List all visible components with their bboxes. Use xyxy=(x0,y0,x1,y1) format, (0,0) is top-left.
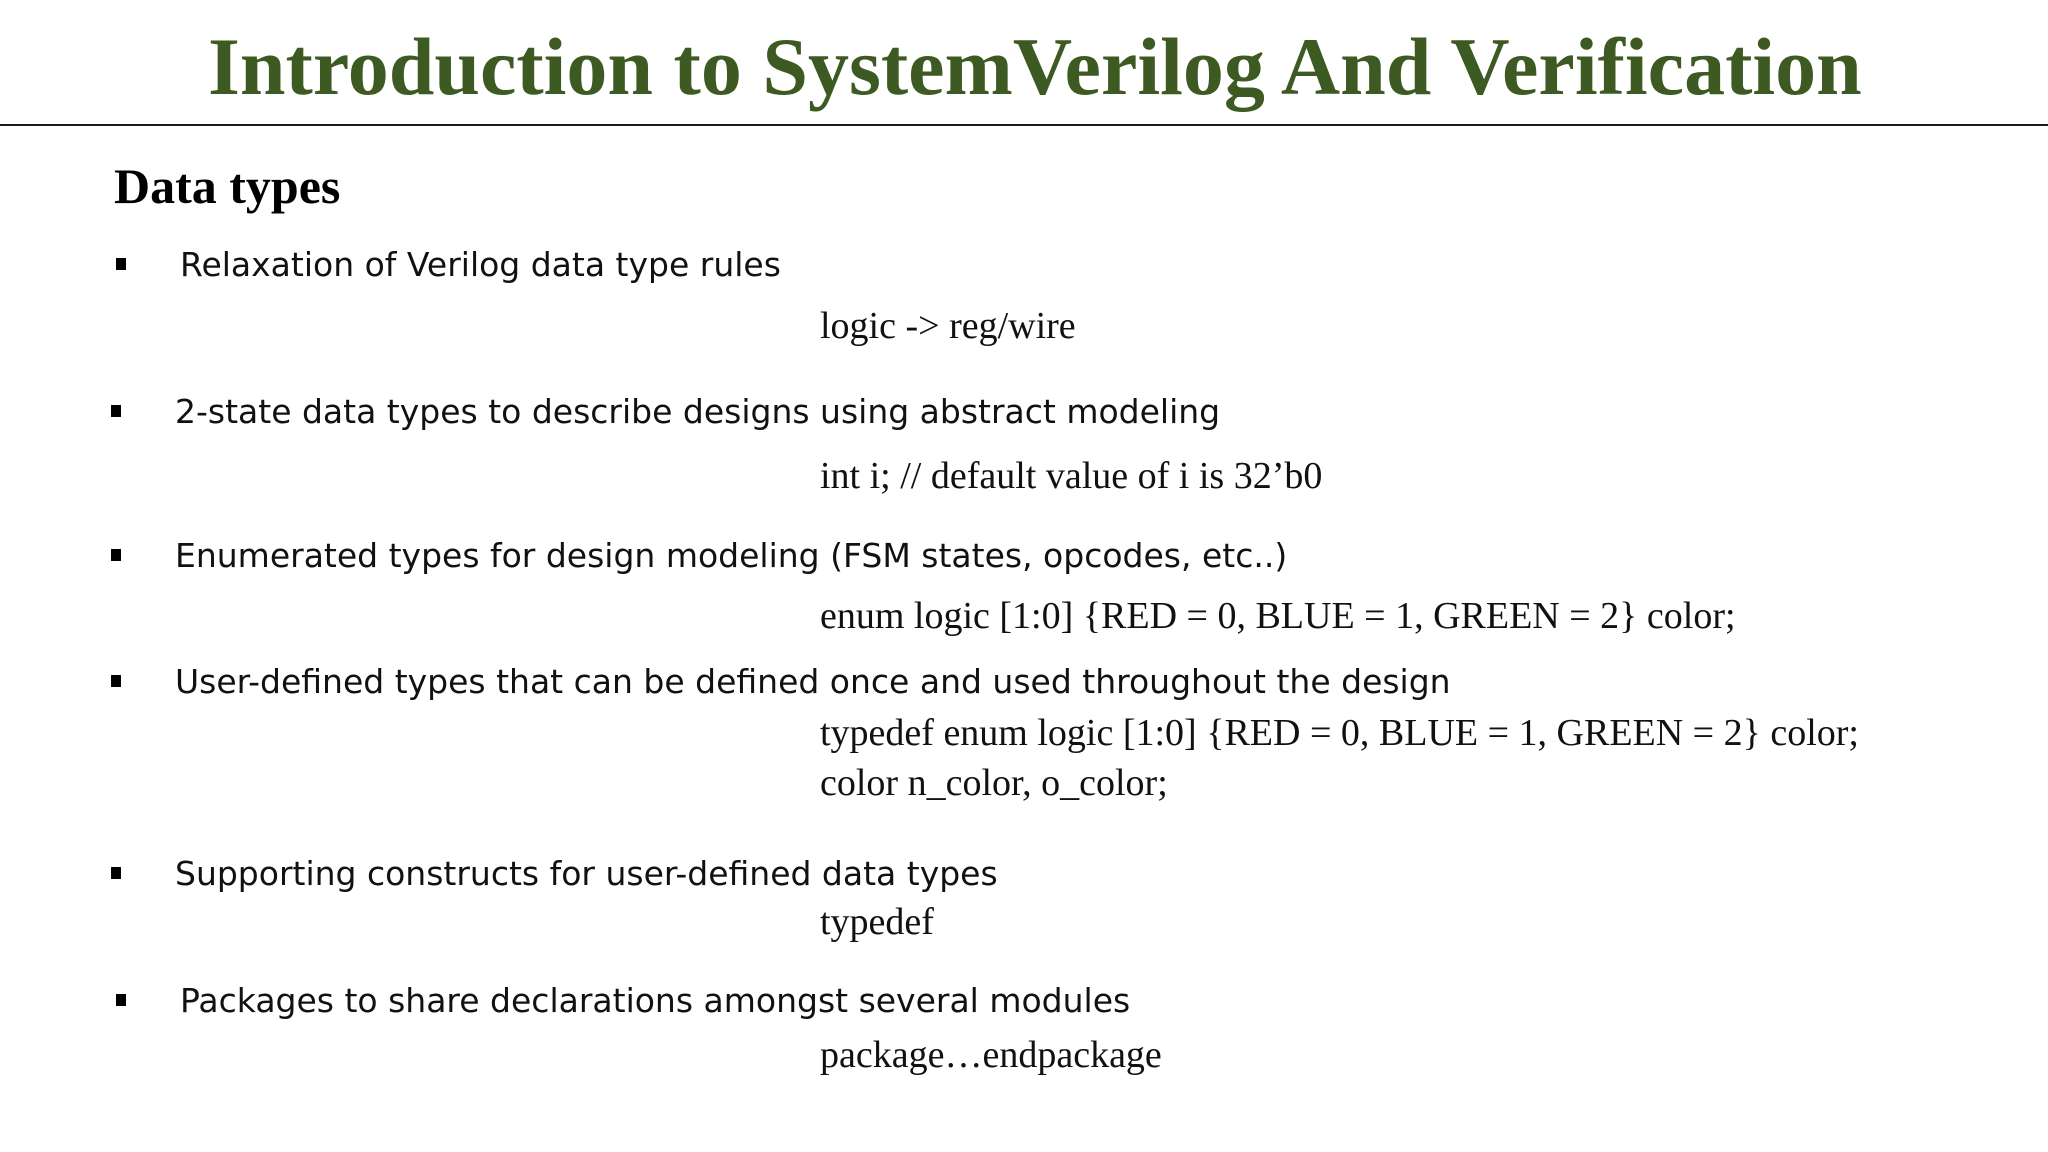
slide-title: Introduction to SystemVerilog And Verification xyxy=(208,21,1862,112)
code-example-5: typedef xyxy=(820,901,934,943)
section-heading: Data types xyxy=(114,158,341,214)
bullet-text-3: Enumerated types for design modeling (FSM states, opcodes, etc..) xyxy=(175,536,1288,575)
bullet-marker-5 xyxy=(111,867,121,879)
bullet-marker-4 xyxy=(111,675,121,687)
code-example-6: package…endpackage xyxy=(820,1034,1162,1076)
bullet-text-5: Supporting constructs for user-defined data types xyxy=(175,854,998,893)
bullet-text-4: User-defined types that can be defined once and used throughout the design xyxy=(175,662,1451,701)
bullet-text-2: 2-state data types to describe designs using abstract modeling xyxy=(175,392,1221,431)
code-example-2: int i; // default value of i is 32’b0 xyxy=(820,455,1323,497)
code-example-4b: color n_color, o_color; xyxy=(820,762,1168,804)
bullet-marker-1 xyxy=(116,258,126,270)
bullet-marker-3 xyxy=(111,549,121,561)
bullet-marker-2 xyxy=(111,405,121,417)
bullet-marker-6 xyxy=(116,994,126,1006)
bullet-text-6: Packages to share declarations amongst several modules xyxy=(180,981,1131,1020)
bullet-text-1: Relaxation of Verilog data type rules xyxy=(180,245,781,284)
code-example-4a: typedef enum logic [1:0] {RED = 0, BLUE = 1, GREEN = 2} color; xyxy=(820,712,1859,754)
code-example-3: enum logic [1:0] {RED = 0, BLUE = 1, GREEN = 2} color; xyxy=(820,595,1736,637)
title-divider xyxy=(0,124,2048,126)
code-example-1: logic -> reg/wire xyxy=(820,305,1076,347)
